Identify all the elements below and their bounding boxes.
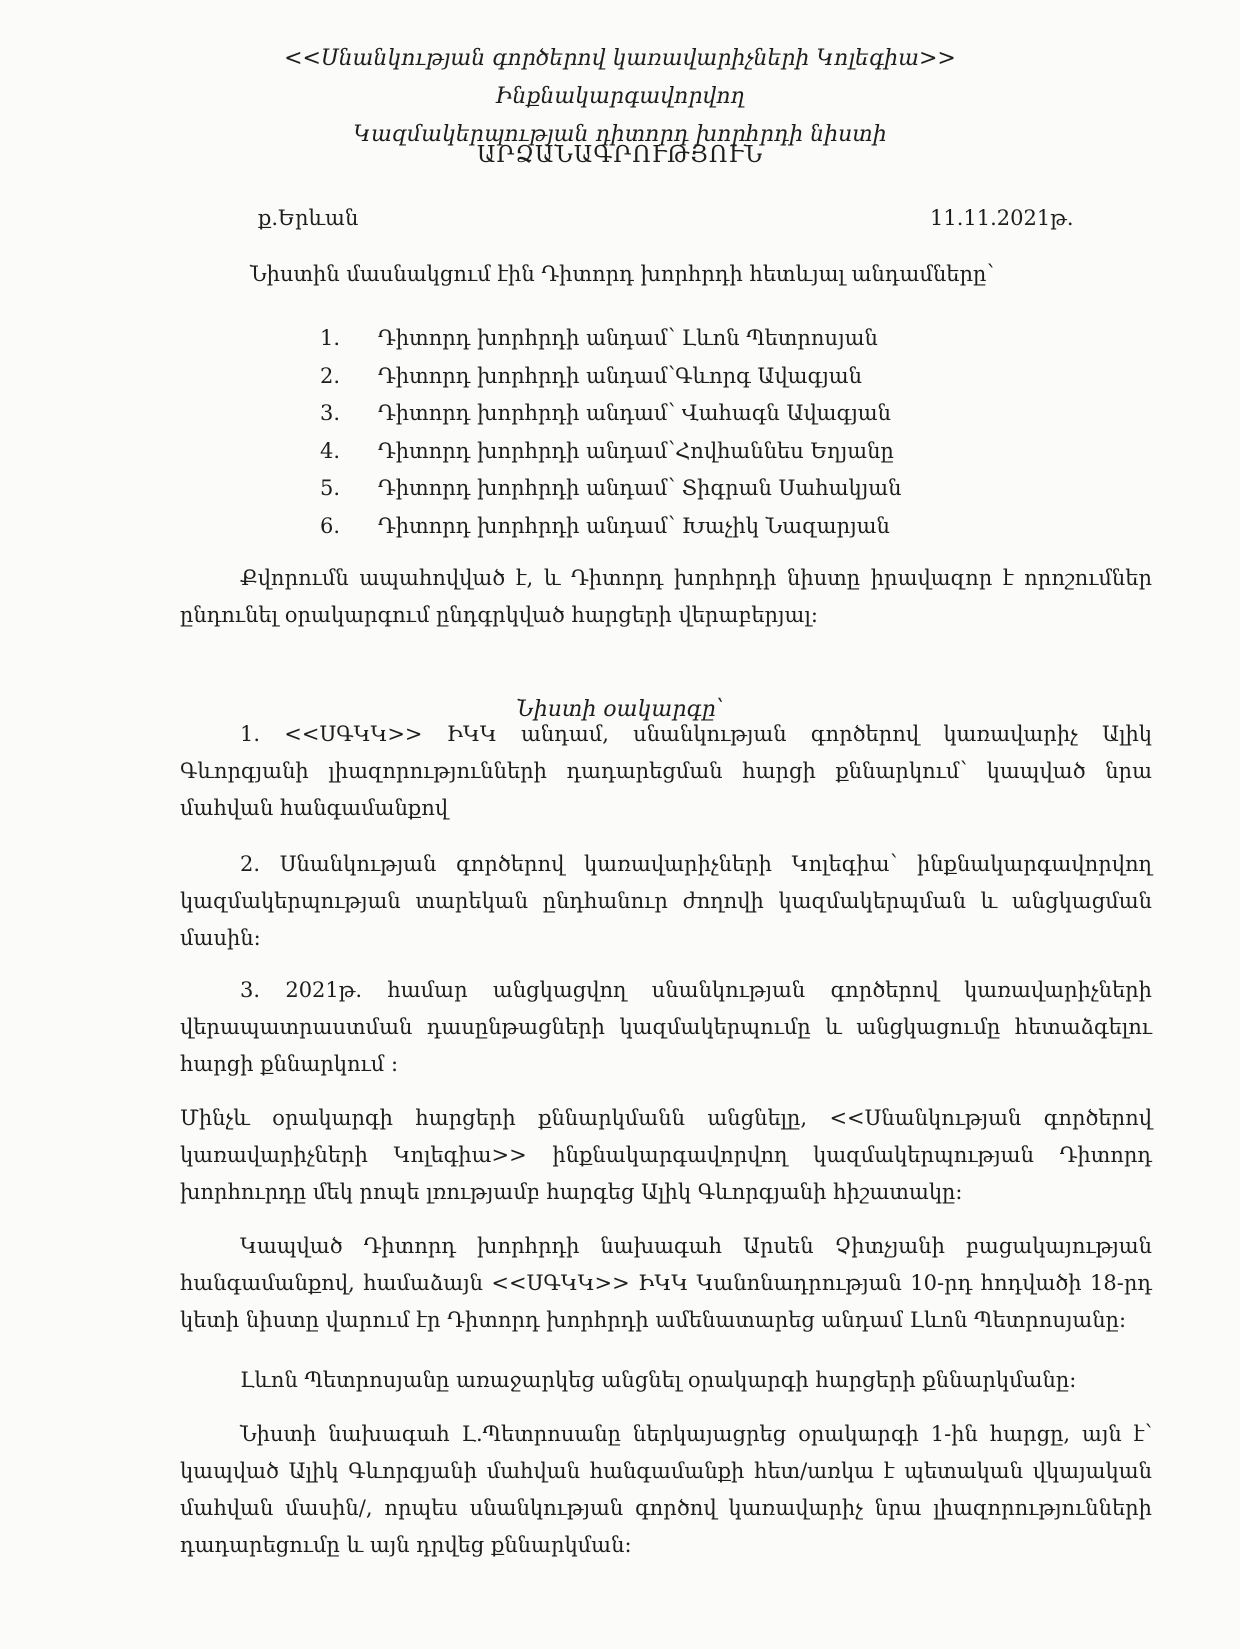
agenda-item-3: 3. 2021թ. համար անցկացվող սնանկության գործերով կառավարիչների վերապատրաստման դասընթացների կազմակերպումը և անցկացումը հետաձգելու հարցի քննարկում :	[180, 978, 1152, 1076]
list-item: 3. Դիտորդ խորհրդի անդամ՝ Վահագն Ավագյան	[320, 401, 891, 425]
paragraph-first-question: Նիստի նախագահ Լ.Պետրոսանը ներկայացրեց օրակարգի 1-ին հարցը, այն է՝ կապված Ալիկ Գևորգյանի մահվան հանգամանքի հետ/առկա է պետական վկայական մահվան մասին/, որպես սնանկության գործով կառավարիչ նրա լիազորությունների դադարեցումը և այն դրվեց քննարկման:	[180, 1422, 1152, 1557]
quorum-paragraph: Քվորումն ապահովված է, և Դիտորդ խորհրդի նիստը իրավազոր է որոշումներ ընդունել օրակարգում ընդգրկված հարցերի վերաբերյալ:	[180, 566, 1152, 627]
list-item: 1. Դիտորդ խորհրդի անդամ՝ Լևոն Պետրոսյան	[320, 326, 878, 350]
header-line-1: <<Սնանկության գործերով կառավարիչների Կոլեգիա>> Ինքնակարգավորվող	[284, 46, 956, 109]
list-item: 4. Դիտորդ խորհրդի անդամ՝Հովհաննես Եղյանը	[320, 438, 894, 463]
header-line-2: Կազմակերպության դիտորդ խորհրդի նիստի	[353, 122, 887, 147]
document-city: ք.Երևան	[258, 206, 359, 230]
paragraph-proposal: Լևոն Պետրոսյանը առաջարկեց անցնել օրակարգի հարցերի քննարկմանը:	[240, 1368, 1077, 1392]
paragraph-chairperson: Կապված Դիտորդ խորհրդի նախագահ Արսեն Չիտչյանի բացակայության հանգամանքով, համաձայն <<ՍԳԿԿ>> ԻԿԿ Կանոնադրության 10-րդ հոդվածի 18-րդ կետի նիստը վարում էր Դիտորդ խորհրդի ամենատարեց անդամ Լևոն Պետրոսյանը:	[180, 1234, 1152, 1332]
members-list	[320, 320, 901, 545]
list-item: 2. Դիտորդ խորհրդի անդամ՝Գևորգ Ավագյան	[320, 363, 862, 388]
document-title: ԱՐՁԱՆԱԳՐՈՒԹՅՈՒՆ	[476, 142, 764, 168]
agenda-item-1: 1. <<ՍԳԿԿ>> ԻԿԿ անդամ, սնանկության գործերով կառավարիչ Ալիկ Գևորգյանի լիազորությունների դադարեցման հարցի քննարկում՝ կապված նրա մահվան հանգամանքով	[180, 722, 1152, 820]
paragraph-moment-of-silence: Մինչև օրակարգի հարցերի քննարկմանն անցնելը, <<Սնանկության գործերով կառավարիչների Կոլեգիա>> ինքնակարգավորվող կազմակերպության Դիտորդ խորհուրդը մեկ րոպե լռությամբ հարգեց Ալիկ Գևորգյանի հիշատակը:	[180, 1106, 1152, 1204]
document-header	[170, 40, 1070, 154]
attendees-intro: Նիստին մասնակցում էին Դիտորդ խորհրդի հետևյալ անդամները՝	[250, 262, 995, 286]
list-item: 6. Դիտորդ խորհրդի անդամ՝ Խաչիկ Նազարյան	[320, 513, 890, 538]
agenda-title: Նիստի օակարգը՝	[516, 697, 724, 722]
document-date: 11.11.2021թ.	[930, 206, 1074, 230]
list-item: 5. Դիտորդ խորհրդի անդամ՝ Տիգրան Սահակյան	[320, 476, 902, 500]
agenda-item-2: 2. Սնանկության գործերով կառավարիչների Կոլեգիա՝ ինքնակարգավորվող կազմակերպության տարեկան ընդհանուր ժողովի կազմակերպման և անցկացման մասին:	[180, 852, 1152, 950]
